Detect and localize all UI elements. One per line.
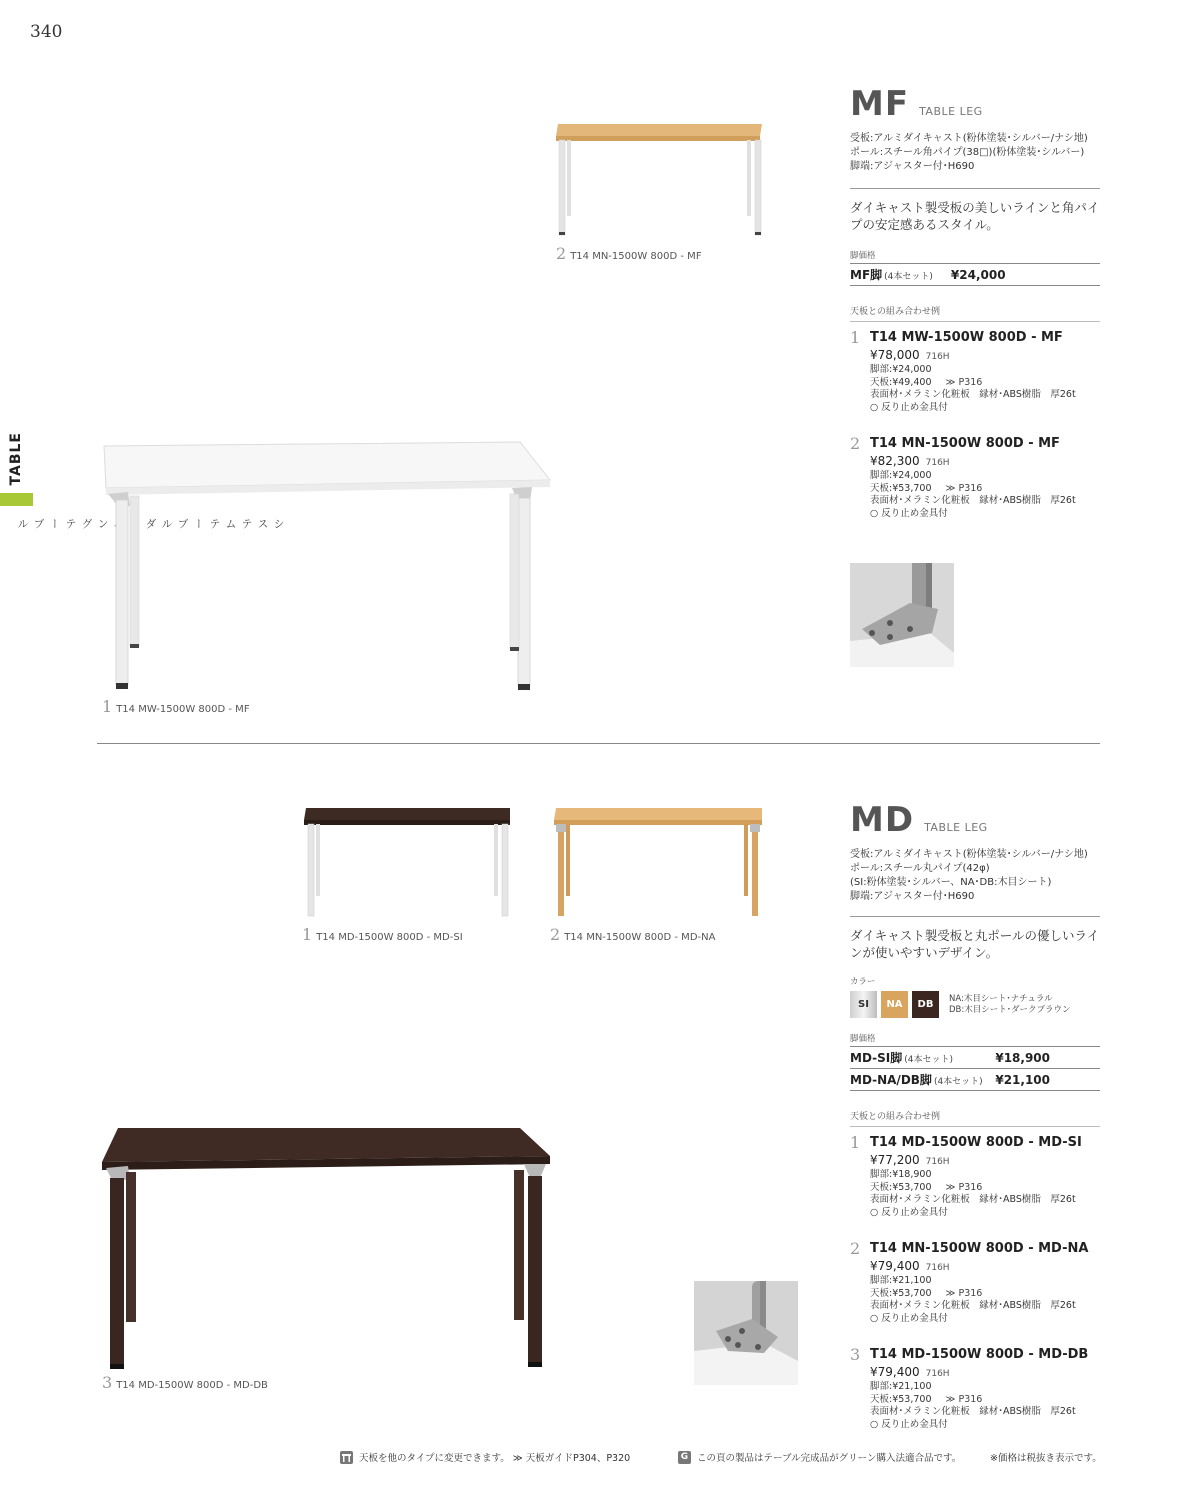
combo-model: T14 MN-1500W 800D - MD-NA (870, 1241, 1089, 1256)
combo-material: 表面材･メラミン化粧板 縁材･ABS樹脂 厚26t (870, 1194, 1076, 1205)
price-name: MD-SI脚 (850, 1051, 903, 1065)
divider (850, 188, 1100, 189)
combo-material: 表面材･メラミン化粧板 縁材･ABS樹脂 厚26t (870, 495, 1076, 506)
swatch-db: DB (912, 991, 939, 1018)
product-photo-md-na (552, 806, 766, 922)
spec-line: (SI:粉体塗装･シルバー、NA･DB:木目シート) (850, 877, 1052, 888)
combo-height: 716H (925, 1263, 950, 1273)
spec-line: 脚端:アジャスター付･H690 (850, 161, 975, 172)
series-subtitle: TABLE LEG (924, 821, 988, 834)
caption-text: T14 MN-1500W 800D - MD-NA (564, 932, 716, 943)
combo-heading: 天板との組み合わせ例 (850, 304, 1100, 322)
swatch-note: DB:木目シート･ダークブラウン (949, 1004, 1071, 1015)
combo-option: ○ 反り止め金具付 (870, 401, 948, 413)
combo-top-line (870, 1182, 1100, 1195)
swatch-si: SI (850, 991, 877, 1018)
combo-price-line (870, 454, 1100, 468)
combo-top-line (870, 1394, 1100, 1407)
caption-text: T14 MW-1500W 800D - MF (116, 704, 250, 715)
footer-note-tax (990, 1450, 1102, 1464)
swatch-note: NA:木目シート･ナチュラル (949, 993, 1053, 1004)
price-note: (4本セット) (884, 272, 933, 282)
md-description: ダイキャスト製受板と丸ポールの優しいラインが使いやすいデザイン。 (850, 928, 1100, 960)
price-row (850, 1046, 1100, 1068)
combo-number: 1 (850, 328, 861, 347)
footer-text: 天板を他のタイプに変更できます。 ≫ 天板ガイドP304、P320 (359, 1453, 631, 1464)
combo-option: ○ 反り止め金具付 (870, 1206, 948, 1218)
price-note: (4本セット) (904, 1055, 953, 1065)
md-price-table (850, 1046, 1100, 1091)
combo-top-line (870, 377, 1100, 390)
caption-number: 1 (302, 925, 313, 944)
combo-detail (870, 1381, 1100, 1431)
price-row (850, 1068, 1100, 1091)
price-value: ¥21,100 (995, 1073, 1050, 1087)
combo-page-ref: ≫ P316 (945, 376, 983, 388)
caption-mf-photo-2 (556, 244, 702, 263)
combo-top-line (870, 1288, 1100, 1301)
product-photo-md-db (100, 1126, 552, 1374)
combo-option: ○ 反り止め金具付 (870, 1418, 948, 1430)
combo-top-price: 天板:¥53,700 (870, 482, 932, 494)
combo-number: 2 (850, 434, 861, 453)
combo-top-price: 天板:¥49,400 (870, 376, 932, 388)
section-divider (97, 743, 1100, 744)
page-number: 340 (30, 22, 63, 42)
combo-model: T14 MN-1500W 800D - MF (870, 436, 1060, 451)
caption-number: 2 (550, 925, 561, 944)
combo-page-ref: ≫ P316 (945, 1287, 983, 1299)
detail-photo-mf-bracket (850, 563, 954, 667)
combo-detail (870, 470, 1100, 520)
caption-text: T14 MN-1500W 800D - MF (570, 251, 702, 262)
combo-price: ¥77,200 (870, 1153, 920, 1167)
combo-material: 表面材･メラミン化粧板 縁材･ABS樹脂 厚26t (870, 1406, 1076, 1417)
price-value: ¥24,000 (950, 268, 1006, 282)
spec-line: ポール:スチール角パイプ(38□)(粉体塗装･シルバー) (850, 147, 1085, 158)
mf-price-table (850, 263, 1100, 286)
combo-price-line (870, 1153, 1100, 1167)
combo-heading: 天板との組み合わせ例 (850, 1109, 1100, 1127)
combo-price-line (870, 348, 1100, 362)
combo-number: 3 (850, 1345, 861, 1364)
combo-height: 716H (925, 458, 950, 468)
color-swatches (850, 991, 1100, 1018)
spec-line: 脚端:アジャスター付･H690 (850, 891, 975, 902)
green-purchase-icon: G (678, 1451, 691, 1464)
combo-top-price: 天板:¥53,700 (870, 1181, 932, 1193)
combo-option: ○ 反り止め金具付 (870, 507, 948, 519)
mf-description: ダイキャスト製受板の美しいラインと角パイプの安定感あるスタイル。 (850, 200, 1100, 232)
md-series-header (850, 800, 1100, 840)
combo-top-line (870, 483, 1100, 496)
product-photo-mf-mn (554, 122, 766, 240)
price-name: MF脚 (850, 268, 883, 282)
md-spec-column (850, 800, 1100, 1431)
price-note: (4本セット) (933, 1077, 983, 1087)
md-spec-lines (850, 848, 1100, 904)
combo-price: ¥79,400 (870, 1365, 920, 1379)
detail-photo-md-bracket (694, 1281, 798, 1385)
combo-top-price: 天板:¥53,700 (870, 1393, 932, 1405)
mf-series-header (850, 84, 1100, 124)
price-label: 脚価格 (850, 1034, 876, 1044)
combo-material: 表面材･メラミン化粧板 縁材･ABS樹脂 厚26t (870, 1300, 1076, 1311)
combo-item (850, 1347, 1100, 1431)
tabletop-icon (340, 1451, 353, 1464)
price-row (850, 263, 1100, 286)
spec-line: 受板:アルミダイキャスト(粉体塗装･シルバー/ナシ地) (850, 133, 1088, 144)
combo-leg-price: 脚部:¥24,000 (870, 470, 932, 481)
swatch-na: NA (881, 991, 908, 1018)
combo-leg-price: 脚部:¥24,000 (870, 364, 932, 375)
price-name: MD-NA/DB脚 (850, 1073, 932, 1087)
combo-item (850, 1135, 1100, 1219)
combo-top-price: 天板:¥53,700 (870, 1287, 932, 1299)
price-label: 脚価格 (850, 251, 876, 261)
series-name: MD (850, 800, 915, 840)
combo-price-line (870, 1365, 1100, 1379)
color-label: カラー (850, 977, 876, 987)
side-tab-subtitle: システムテーブル ダ ングテーブル (16, 518, 285, 530)
combo-number: 2 (850, 1239, 861, 1258)
caption-number: 1 (102, 697, 113, 716)
combo-price: ¥82,300 (870, 454, 920, 468)
caption-md-photo-2 (550, 925, 715, 944)
footer-note-green (678, 1450, 961, 1464)
combo-page-ref: ≫ P316 (945, 1393, 983, 1405)
combo-detail (870, 1275, 1100, 1325)
combo-height: 716H (925, 1369, 950, 1379)
mf-spec-lines (850, 132, 1100, 174)
combo-leg-price: 脚部:¥21,100 (870, 1275, 932, 1286)
combo-price: ¥79,400 (870, 1259, 920, 1273)
combo-item (850, 436, 1100, 520)
combo-price: ¥78,000 (870, 348, 920, 362)
combo-item (850, 1241, 1100, 1325)
combo-detail (870, 364, 1100, 414)
caption-mf-photo-1 (102, 697, 250, 716)
combo-page-ref: ≫ P316 (945, 1181, 983, 1193)
combo-model: T14 MW-1500W 800D - MF (870, 330, 1063, 345)
combo-model: T14 MD-1500W 800D - MD-SI (870, 1135, 1082, 1150)
product-photo-md-si (302, 806, 514, 922)
footer-text: ※価格は税抜き表示です。 (990, 1453, 1102, 1464)
footer-note-tabletop (340, 1450, 630, 1464)
series-subtitle: TABLE LEG (919, 105, 983, 118)
combo-number: 1 (850, 1133, 861, 1152)
series-name: MF (850, 84, 910, 124)
combo-detail (870, 1169, 1100, 1219)
combo-option: ○ 反り止め金具付 (870, 1312, 948, 1324)
combo-price-line (870, 1259, 1100, 1273)
caption-number: 3 (102, 1373, 113, 1392)
combo-model: T14 MD-1500W 800D - MD-DB (870, 1347, 1089, 1362)
price-value: ¥18,900 (995, 1051, 1050, 1065)
combo-page-ref: ≫ P316 (945, 482, 983, 494)
side-tab-accent-bar (0, 493, 33, 506)
caption-md-photo-3 (102, 1373, 268, 1392)
spec-line: ポール:スチール丸パイプ(42φ) (850, 863, 990, 874)
combo-height: 716H (925, 1157, 950, 1167)
spec-line: 受板:アルミダイキャスト(粉体塗装･シルバー/ナシ地) (850, 849, 1088, 860)
mf-spec-column (850, 84, 1100, 520)
caption-md-photo-1 (302, 925, 463, 944)
product-photo-mf-mw (100, 440, 552, 695)
divider (850, 916, 1100, 917)
footer-text: この頁の製品はテーブル完成品がグリーン購入法適合品です。 (697, 1453, 962, 1464)
combo-height: 716H (925, 352, 950, 362)
caption-number: 2 (556, 244, 567, 263)
caption-text: T14 MD-1500W 800D - MD-SI (316, 932, 463, 943)
side-tab-label: TABLE (8, 432, 24, 486)
combo-material: 表面材･メラミン化粧板 縁材･ABS樹脂 厚26t (870, 389, 1076, 400)
combo-leg-price: 脚部:¥21,100 (870, 1381, 932, 1392)
caption-text: T14 MD-1500W 800D - MD-DB (116, 1380, 268, 1391)
combo-leg-price: 脚部:¥18,900 (870, 1169, 932, 1180)
swatch-notes (949, 994, 1071, 1016)
combo-item (850, 330, 1100, 414)
